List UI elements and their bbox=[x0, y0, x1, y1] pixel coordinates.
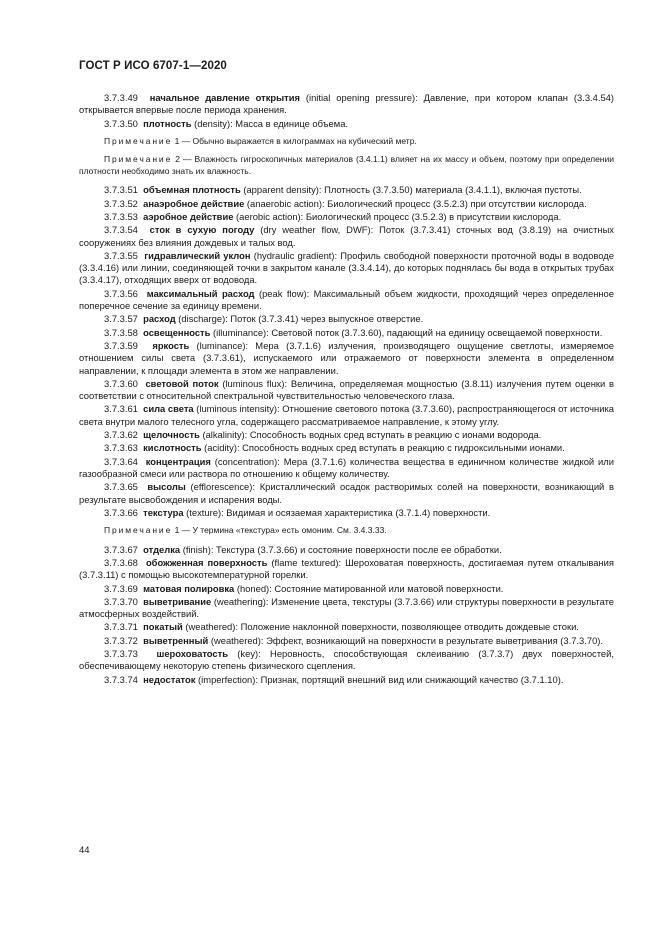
term-definition: (peak flow): Максимальный объем жидкости, проходящий через определенное поперечное сечение за единицу времени. bbox=[79, 287, 614, 312]
term-entry bbox=[79, 429, 614, 441]
term-name: сила света bbox=[143, 403, 194, 415]
term-name: расход bbox=[143, 313, 176, 325]
term-number: 3.7.3.53 bbox=[104, 210, 138, 222]
note-label: Примечание bbox=[104, 154, 173, 165]
term-definition: (density): Масса в единице объема. bbox=[191, 117, 349, 129]
note-label: Примечание bbox=[104, 525, 173, 536]
term-entry bbox=[79, 674, 614, 686]
term-number: 3.7.3.56 bbox=[104, 287, 138, 299]
term-definition: (initial opening pressure): Давление, при котором клапан (3.3.4.54) открывается впервые после периода хранения. bbox=[79, 92, 615, 116]
term-name: обожженная поверхность bbox=[145, 556, 268, 568]
term-number: 3.7.3.63 bbox=[104, 442, 138, 454]
term-number: 3.7.3.72 bbox=[104, 634, 138, 646]
term-entry bbox=[79, 250, 614, 287]
term-definition: (aerobic action): Биологический процесс (3.5.2.3) в присутствии кислорода. bbox=[233, 210, 562, 222]
term-number: 3.7.3.70 bbox=[104, 595, 138, 607]
term-definition: (honed): Состояние матированной или матовой поверхности. bbox=[234, 582, 504, 594]
term-number: 3.7.3.66 bbox=[104, 506, 138, 518]
term-entry bbox=[79, 211, 614, 223]
term-number: 3.7.3.68 bbox=[104, 556, 138, 568]
term-definition: (weathering): Изменение цвета, текстуры (3.7.3.66) или структуры поверхности в результате атмосферных воздействий. bbox=[79, 595, 614, 620]
term-entry bbox=[79, 481, 614, 506]
term-entry bbox=[79, 635, 614, 647]
term-definition: (illuminance): Световой поток (3.7.3.60), падающий на единицу освещаемой поверхности. bbox=[210, 326, 603, 338]
term-name: анаэробное действие bbox=[143, 197, 245, 209]
term-definition: (weathered): Эффект, возникающий на поверхности в результате выветривания (3.7.3.70). bbox=[208, 634, 604, 646]
term-definition: (key): Неровность, способствующая склеиванию (3.7.3.7) двух поверхностей, обеспечивающему некоторую степень физического сцепления. bbox=[79, 647, 614, 672]
term-definition: (luminous intensity): Отношение светового потока (3.7.3.60), распространяющегося от источника света внутри малого телесного угла, содержащего рассматриваемое направление, к этому углу. bbox=[79, 403, 614, 427]
term-name: шероховатость bbox=[156, 647, 228, 659]
term-definition: (anaerobic action): Биологический процесс (3.5.2.3) при отсутствии кислорода. bbox=[244, 197, 587, 209]
note bbox=[79, 154, 614, 177]
note bbox=[79, 525, 614, 537]
term-entry bbox=[79, 557, 614, 582]
term-definition: (alkalinity): Способность водных сред вступать в реакцию с ионами водорода. bbox=[199, 429, 542, 441]
term-name: щелочность bbox=[143, 429, 200, 441]
term-name: концентрация bbox=[145, 455, 211, 467]
term-name: освещенность bbox=[143, 326, 211, 338]
term-number: 3.7.3.55 bbox=[104, 249, 138, 261]
term-number: 3.7.3.67 bbox=[104, 543, 138, 555]
term-entry bbox=[79, 403, 614, 428]
term-number: 3.7.3.64 bbox=[104, 455, 138, 467]
term-entry bbox=[79, 184, 614, 196]
term-definition: (imperfection): Признак, портящий внешний вид или снижающий качество (3.7.1.10). bbox=[195, 673, 564, 685]
term-number: 3.7.3.60 bbox=[104, 377, 138, 389]
term-definition: (texture): Видимая и осязаемая характеристика (3.7.1.4) поверхности. bbox=[183, 506, 491, 518]
page-number: 44 bbox=[79, 845, 90, 856]
term-entry bbox=[79, 224, 614, 249]
term-name: плотность bbox=[143, 117, 192, 129]
term-entry bbox=[79, 442, 614, 454]
term-definition: (discharge): Поток (3.7.3.41) через выпускное отверстие. bbox=[175, 313, 424, 325]
term-name: отделка bbox=[143, 543, 181, 555]
term-definition: (luminance): Мера (3.7.1.6) излучения, производящего ощущение светлоты, измеряемое отношением силы света (3.7.3.61), испускаемого или отражаемого от поверхности элемента в определенном направлении, к площади элемента в этом же направлении. bbox=[79, 339, 615, 376]
term-entry bbox=[79, 583, 614, 595]
note-text: 1 — Обычно выражается в килограммах на кубический метр. bbox=[172, 135, 417, 146]
term-definition: (dry weather flow, DWF): Поток (3.7.3.41) сточных вод (3.8.19) на очистных сооружениях без влияния дождевых и талых вод. bbox=[79, 224, 614, 248]
term-definition: (apparent density): Плотность (3.7.3.50) материала (3.4.1.1), включая пустоты. bbox=[240, 184, 582, 196]
term-number: 3.7.3.65 bbox=[104, 481, 138, 493]
term-number: 3.7.3.69 bbox=[104, 582, 138, 594]
term-definition: (finish): Текстура (3.7.3.66) и состояние поверхности после ее обработки. bbox=[180, 543, 502, 555]
term-definition: (acidity): Способность водных сред вступать в реакцию с гидроксильными ионами. bbox=[201, 442, 565, 454]
term-entry bbox=[79, 596, 614, 621]
term-number: 3.7.3.58 bbox=[104, 326, 138, 338]
term-entry bbox=[79, 198, 614, 210]
term-number: 3.7.3.62 bbox=[104, 429, 138, 441]
term-entry bbox=[79, 313, 614, 325]
note-text: 1 — У термина «текстура» есть омоним. См. 3.4.3.33. bbox=[172, 525, 387, 536]
term-definition: (concentration): Мера (3.7.1.6) количества вещества в единичном количестве жидкой или газообразной смеси или раствора по отношению к общему количеству. bbox=[79, 455, 614, 479]
term-name: максимальный расход bbox=[146, 287, 255, 299]
term-number: 3.7.3.54 bbox=[104, 224, 138, 236]
term-definition: (flame textured): Шероховатая поверхность, достигаемая путем откалывания (3.7.3.11) с помощью высокотемпературной горелки. bbox=[79, 556, 614, 581]
term-definition: (luminous flux): Величина, определяемая мощностью (3.8.11) излучения путем оценки в соответствии с относительной спектральной чувствительностью человеческого глаза. bbox=[79, 377, 614, 402]
term-entry bbox=[79, 118, 614, 130]
term-entry bbox=[79, 92, 614, 117]
term-definition: (weathered): Положение наклонной поверхности, позволяющее отводить дождевые стоки. bbox=[182, 621, 579, 633]
term-definition: (hydraulic gradient): Профиль свободной поверхности проточной воды в водоводе (3.3.4.16) или линии, соединяющей точки в закрытом канале (3.3.4.14), до которых поднялась бы вода в открытых трубах (3.3.4.17), отходящих вверх от водовода. bbox=[79, 249, 614, 286]
term-name: высолы bbox=[147, 481, 186, 493]
term-entry bbox=[79, 507, 614, 519]
term-name: аэробное действие bbox=[143, 210, 234, 222]
term-entry bbox=[79, 378, 614, 403]
term-name: объемная плотность bbox=[143, 184, 241, 196]
term-entry bbox=[79, 288, 614, 313]
term-name: текстура bbox=[143, 506, 184, 518]
term-name: кислотность bbox=[143, 442, 202, 454]
term-number: 3.7.3.71 bbox=[104, 621, 138, 633]
term-number: 3.7.3.51 bbox=[104, 184, 138, 196]
term-number: 3.7.3.59 bbox=[104, 339, 138, 351]
term-number: 3.7.3.49 bbox=[104, 92, 138, 103]
term-entry bbox=[79, 340, 614, 377]
term-name: начальное давление открытия bbox=[149, 92, 300, 103]
term-name: сток в сухую погоду bbox=[149, 224, 255, 236]
term-name: покатый bbox=[143, 621, 183, 633]
term-entry bbox=[79, 648, 614, 673]
term-number: 3.7.3.57 bbox=[104, 313, 138, 325]
term-name: матовая полировка bbox=[143, 582, 235, 594]
term-definition: (efflorescence): Кристаллический осадок растворимых солей на поверхности, возникающий в результате высвобождения и испарения воды. bbox=[79, 481, 614, 505]
term-name: недостаток bbox=[143, 673, 196, 685]
term-entry bbox=[79, 327, 614, 339]
term-number: 3.7.3.61 bbox=[104, 403, 138, 415]
document-header: ГОСТ Р ИСО 6707-1—2020 bbox=[79, 60, 227, 72]
term-name: световой поток bbox=[145, 377, 219, 389]
term-number: 3.7.3.73 bbox=[104, 647, 138, 659]
term-entry bbox=[79, 456, 614, 481]
terms-content bbox=[79, 92, 614, 687]
term-entry bbox=[79, 544, 614, 556]
note bbox=[79, 136, 614, 148]
term-number: 3.7.3.52 bbox=[104, 197, 138, 209]
term-name: гидравлический уклон bbox=[144, 249, 251, 261]
note-label: Примечание bbox=[104, 135, 173, 146]
term-number: 3.7.3.50 bbox=[104, 117, 138, 129]
term-name: выветренный bbox=[143, 634, 209, 646]
term-name: яркость bbox=[152, 339, 190, 351]
term-entry bbox=[79, 621, 614, 633]
note-text: 2 — Влажность гигроскопичных материалов (3.4.1.1) влияет на их массу и объем, поэтому при определении плотности необходимо знать их влажность. bbox=[79, 154, 614, 176]
term-number: 3.7.3.74 bbox=[104, 673, 138, 685]
term-name: выветривание bbox=[143, 595, 212, 607]
